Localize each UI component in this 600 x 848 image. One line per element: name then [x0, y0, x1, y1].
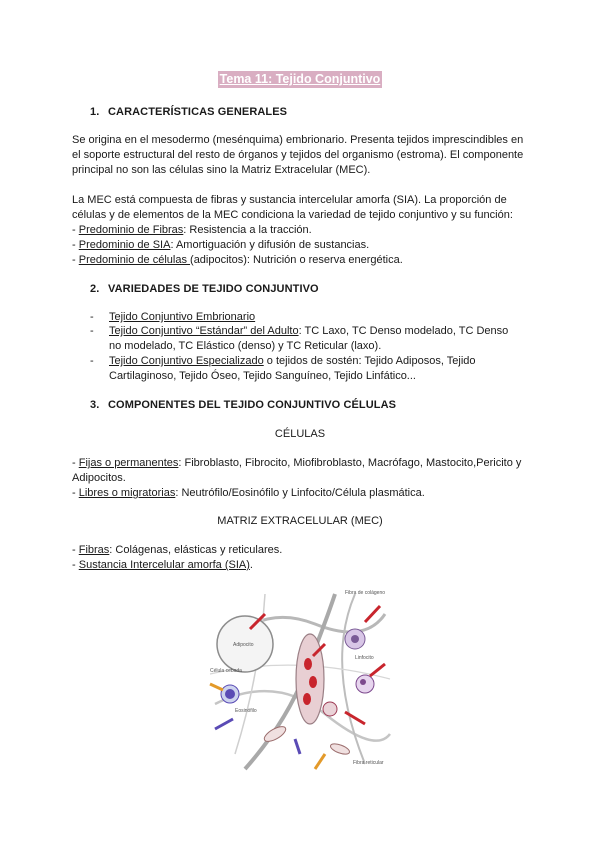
- section1-heading-text: CARACTERÍSTICAS GENERALES: [108, 106, 288, 118]
- section1-item-sia: [72, 238, 532, 253]
- red-blood-cell: [303, 693, 311, 705]
- section2-item-especializado: [90, 354, 530, 384]
- item-term: Predominio de Fibras: [78, 224, 184, 236]
- mec-item-fibras: [72, 543, 532, 558]
- item-prefix: -: [72, 254, 79, 266]
- figure-label: Fibra reticular: [353, 760, 384, 766]
- item-prefix: -: [72, 544, 79, 556]
- cells-item-libres: [72, 486, 532, 501]
- section3-heading: [90, 398, 396, 413]
- list-dash: -: [90, 355, 94, 367]
- mec-item-sia: [72, 558, 532, 573]
- connective-tissue-illustration: [205, 584, 395, 774]
- item-prefix: -: [72, 559, 79, 571]
- item-term: Predominio de células: [78, 254, 191, 266]
- section3-heading-text: COMPONENTES DEL TEJIDO CONJUNTIVO CÉLULAS: [108, 399, 397, 411]
- item-term: Predominio de SIA: [78, 239, 171, 251]
- section1-item-fibras: [72, 223, 532, 238]
- item-prefix: -: [72, 457, 79, 469]
- item-text: : TC Laxo, TC Denso modelado, TC Denso: [298, 325, 509, 337]
- cells-subtitle: CÉLULAS: [274, 428, 326, 440]
- item-term: Libres o migratorias: [78, 487, 176, 499]
- section2-heading: [90, 282, 319, 297]
- section1-item-celulas: [72, 253, 532, 268]
- section2-item-embrionario: [90, 310, 530, 325]
- item-prefix: -: [72, 224, 79, 236]
- section2-heading-text: VARIEDADES DE TEJIDO CONJUNTIVO: [108, 283, 319, 295]
- item-text-line2: no modelado, TC Elástico (denso) y TC Reticular (laxo).: [109, 340, 382, 352]
- cells-list: [72, 456, 532, 501]
- plasma-cell: [323, 702, 337, 716]
- cells-item-fijas-line2: Adipocitos.: [72, 472, 126, 484]
- section3-number: 3.: [90, 399, 100, 411]
- red-blood-cell: [309, 676, 317, 688]
- list-dash: -: [90, 325, 94, 337]
- section1-paragraph1: [72, 133, 532, 178]
- mec-subtitle: MATRIZ EXTRACELULAR (MEC): [217, 515, 383, 527]
- section1-heading: [90, 105, 287, 120]
- item-text: : Fibroblasto, Fibrocito, Miofibroblasto, Macrófago, Mastocito,Pericito y: [178, 457, 522, 469]
- item-term: Tejido Conjuntivo Especializado: [109, 355, 264, 367]
- item-prefix: -: [72, 239, 79, 251]
- item-text: .: [249, 559, 253, 571]
- item-text: : Amortiguación y difusión de sustancias.: [170, 239, 370, 251]
- section1-para1-line1: Se origina en el mesodermo (mesénquima) embrionario. Presenta tejidos imprescindibles en: [72, 134, 524, 146]
- title-wrapper: [0, 71, 600, 88]
- mec-list: [72, 543, 532, 573]
- section2-item-adulto: [90, 324, 530, 354]
- section1-number: 1.: [90, 106, 100, 118]
- section1-para2-line1: La MEC está compuesta de fibras y sustancia intercelular amorfa (SIA). La proporción de: [72, 194, 507, 206]
- item-text: o tejidos de sostén: Tejido Adiposos, Tejido: [263, 355, 476, 367]
- item-prefix: -: [72, 487, 79, 499]
- item-text: : Colágenas, elásticas y reticulares.: [109, 544, 283, 556]
- section1-para1-line3: principal no son las células sino la Matriz Extracelular (MEC).: [72, 164, 371, 176]
- item-text: (adipocitos): Nutrición o reserva energética.: [190, 254, 403, 266]
- figure-label: Linfocito: [355, 655, 374, 661]
- figure-label: Célula cebada: [210, 668, 242, 674]
- cells-item-fijas: [72, 456, 532, 471]
- item-text-line2: Cartilaginoso, Tejido Óseo, Tejido Sanguíneo, Tejido Linfático...: [109, 370, 416, 382]
- item-term: Fibras: [78, 544, 110, 556]
- document-title: Tema 11: Tejido Conjuntivo: [219, 72, 381, 86]
- item-term: Tejido Conjuntivo Embrionario: [109, 311, 256, 323]
- red-blood-cell: [304, 658, 312, 670]
- figure-label: Eosinófilo: [235, 708, 257, 714]
- item-term: Fijas o permanentes: [78, 457, 179, 469]
- item-text: : Resistencia a la tracción.: [183, 224, 312, 236]
- section2-number: 2.: [90, 283, 100, 295]
- figure-label: Fibra de colágeno: [345, 590, 386, 596]
- item-term: Tejido Conjuntivo “Estándar” del Adulto: [109, 325, 299, 337]
- item-term: Sustancia Intercelular amorfa (SIA): [78, 559, 250, 571]
- figure-label: Adipocito: [233, 642, 254, 648]
- item-text: : Neutrófilo/Eosinófilo y Linfocito/Célula plasmática.: [175, 487, 425, 499]
- cell-nucleus: [351, 635, 359, 643]
- list-dash: -: [90, 311, 94, 323]
- cell-nucleus: [360, 679, 366, 685]
- section1-para1-line2: el soporte estructural del resto de órganos y tejidos del organismo (estroma). El componente: [72, 149, 524, 161]
- section1-paragraph2: [72, 193, 532, 268]
- section1-para2-line2: células y de elementos de la MEC condiciona la variedad de tejido conjuntivo y su función:: [72, 209, 513, 221]
- cell-nucleus: [225, 689, 235, 699]
